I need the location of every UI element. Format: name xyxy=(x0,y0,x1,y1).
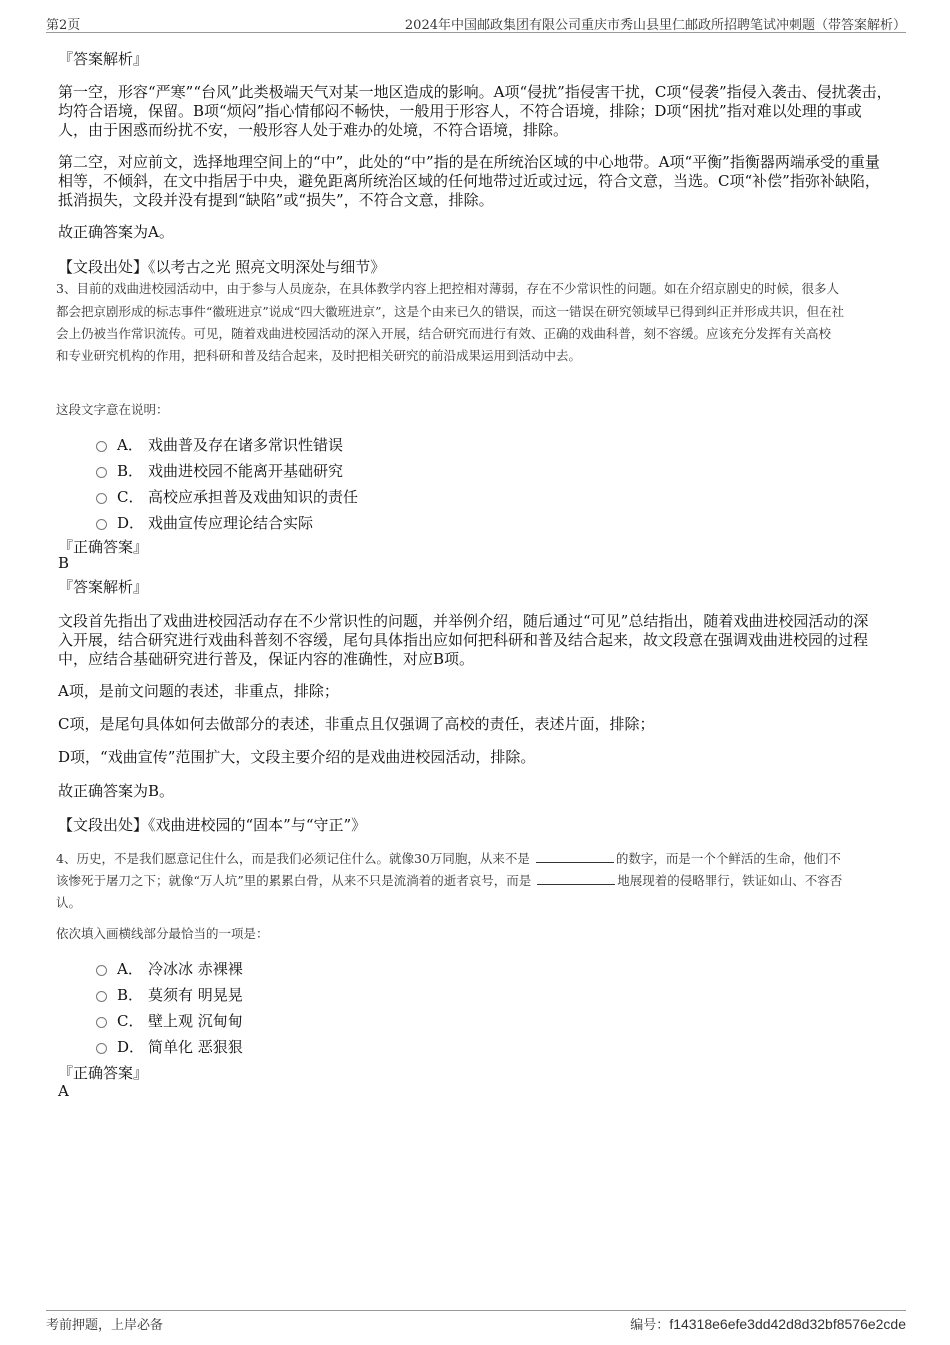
fill-blank-1 xyxy=(536,850,614,863)
q4-option-c[interactable]: C． 壁上观 沉甸甸 xyxy=(96,1010,243,1031)
document-title: 2024年中国邮政集团有限公司重庆市秀山县里仁邮政所招聘笔试冲刺题（带答案解析） xyxy=(404,18,906,33)
fill-blank-2 xyxy=(537,872,615,885)
radio-icon[interactable] xyxy=(96,467,107,478)
q3-conclusion: 故正确答案为B。 xyxy=(58,782,175,800)
q3-analysis-line: 中，应结合基础研究进行普及，保证内容的准确性，对应B项。 xyxy=(58,650,475,668)
q4-option-d[interactable]: D． 简单化 恶狠狠 xyxy=(96,1036,243,1057)
q2-analysis-line: 抵消损失，文段并没有提到“缺陷”或“损失”，不符合文意，排除。 xyxy=(58,191,494,209)
q2-analysis-line: 第一空，形容“严寒”“台风”此类极端天气对某一地区造成的影响。A项“侵扰”指侵害干扰，C项“侵袭”指侵入袭击、侵扰袭击， xyxy=(58,83,892,101)
q3-stem-line: 和专业研究机构的作用，把科研和普及结合起来，及时把相关研究的前沿成果运用到活动中去。 xyxy=(56,348,582,363)
q3-option-c[interactable]: C． 高校应承担普及戏曲知识的责任 xyxy=(96,486,358,507)
q3-analysis-line: 文段首先指出了戏曲进校园活动存在不少常识性的问题，并举例介绍，随后通过“可见”总结指出，随着戏曲进校园活动的深 xyxy=(58,612,869,630)
q4-stem-line: 该惨死于屠刀之下；就像“万人坑”里的累累白骨，从来不只是流淌着的逝者哀号，而是 地展现着的侵略罪行，铁证如山、不容否 xyxy=(56,873,843,888)
q4-answer: A xyxy=(58,1082,69,1100)
q3-analysis-a: A项，是前文问题的表述，非重点，排除； xyxy=(58,682,339,700)
q4-stem-line: 4、历史，不是我们愿意记住什么，而是我们必须记住什么。就像30万同胞，从来不是 的数字，而是一个个鲜活的生命，他们不 xyxy=(56,851,841,866)
q4-answer-heading: 『正确答案』 xyxy=(58,1064,149,1082)
q2-analysis-line: 第二空，对应前文，选择地理空间上的“中”，此处的“中”指的是在所统治区域的中心地带。A项“平衡”指衡器两端承受的重量 xyxy=(58,153,880,171)
q2-analysis-heading: 『答案解析』 xyxy=(58,50,149,68)
q4-question: 依次填入画横线部分最恰当的一项是： xyxy=(56,926,269,941)
q3-analysis-d: D项，“戏曲宣传”范围扩大，文段主要介绍的是戏曲进校园活动，排除。 xyxy=(58,748,536,766)
q3-analysis-c: C项，是尾句具体如何去做部分的表述，非重点且仅强调了高校的责任，表述片面，排除； xyxy=(58,715,655,733)
q3-answer: B xyxy=(58,554,70,572)
q3-option-b[interactable]: B． 戏曲进校园不能离开基础研究 xyxy=(96,460,343,481)
q2-conclusion: 故正确答案为A。 xyxy=(58,223,174,241)
page-number: 第2页 xyxy=(46,18,81,33)
q3-option-d[interactable]: D． 戏曲宣传应理论结合实际 xyxy=(96,512,313,533)
q3-source: 【文段出处】《戏曲进校园的“固本”与“守正”》 xyxy=(58,816,367,834)
q3-stem-line: 会上仍被当作常识流传。可见，随着戏曲进校园活动的深入开展，结合研究而进行有效、正确的戏曲科普，刻不容缓。应该充分发挥有关高校 xyxy=(56,326,832,341)
radio-icon[interactable] xyxy=(96,519,107,530)
radio-icon[interactable] xyxy=(96,493,107,504)
q4-option-a[interactable]: A． 冷冰冰 赤裸裸 xyxy=(96,958,243,979)
q2-analysis-line: 相等，不倾斜，在文中指居于中央，避免距离所统治区域的任何地带过近或过远，符合文意，当选。C项“补偿”指弥补缺陷， xyxy=(58,172,880,190)
footer-divider xyxy=(46,1310,906,1311)
radio-icon[interactable] xyxy=(96,441,107,452)
q2-analysis-line: 均符合语境，保留。B项“烦闷”指心情郁闷不畅快，一般用于形容人，不符合语境，排除；D项“困扰”指对难以处理的事或 xyxy=(58,102,862,120)
q3-analysis-line: 入开展，结合研究进行戏曲科普刻不容缓，尾句具体指出应如何把科研和普及结合起来，故文段意在强调戏曲进校园的过程 xyxy=(58,631,869,649)
radio-icon[interactable] xyxy=(96,1017,107,1028)
q3-stem-line: 3、目前的戏曲进校园活动中，由于参与人员庞杂，在具体教学内容上把控相对薄弱，存在不少常识性的问题。如在介绍京剧史的时候，很多人 xyxy=(56,281,839,296)
document-code: 编号：f14318e6efe3dd42d8d32bf8576e2cde xyxy=(630,1316,906,1333)
q2-analysis-line: 人，由于困惑而纷扰不安，一般形容人处于难办的处境，不符合语境，排除。 xyxy=(58,121,569,139)
radio-icon[interactable] xyxy=(96,1043,107,1054)
radio-icon[interactable] xyxy=(96,965,107,976)
header-divider xyxy=(46,32,906,33)
radio-icon[interactable] xyxy=(96,991,107,1002)
q4-option-b[interactable]: B． 莫须有 明晃晃 xyxy=(96,984,243,1005)
q2-source: 【文段出处】《以考古之光 照亮文明深处与细节》 xyxy=(58,258,386,276)
q3-stem-line: 都会把京剧形成的标志事件“徽班进京”说成“四大徽班进京”，这是个由来已久的错误，而这一错误在研究领域早已得到纠正并形成共识，但在社 xyxy=(56,304,845,319)
q3-option-a[interactable]: A． 戏曲普及存在诸多常识性错误 xyxy=(96,434,343,455)
q3-answer-heading: 『正确答案』 xyxy=(58,538,149,556)
q3-analysis-heading: 『答案解析』 xyxy=(58,578,149,596)
q4-stem-line: 认。 xyxy=(56,895,82,910)
q3-question: 这段文字意在说明： xyxy=(56,402,169,417)
footer-slogan: 考前押题，上岸必备 xyxy=(46,1318,164,1333)
